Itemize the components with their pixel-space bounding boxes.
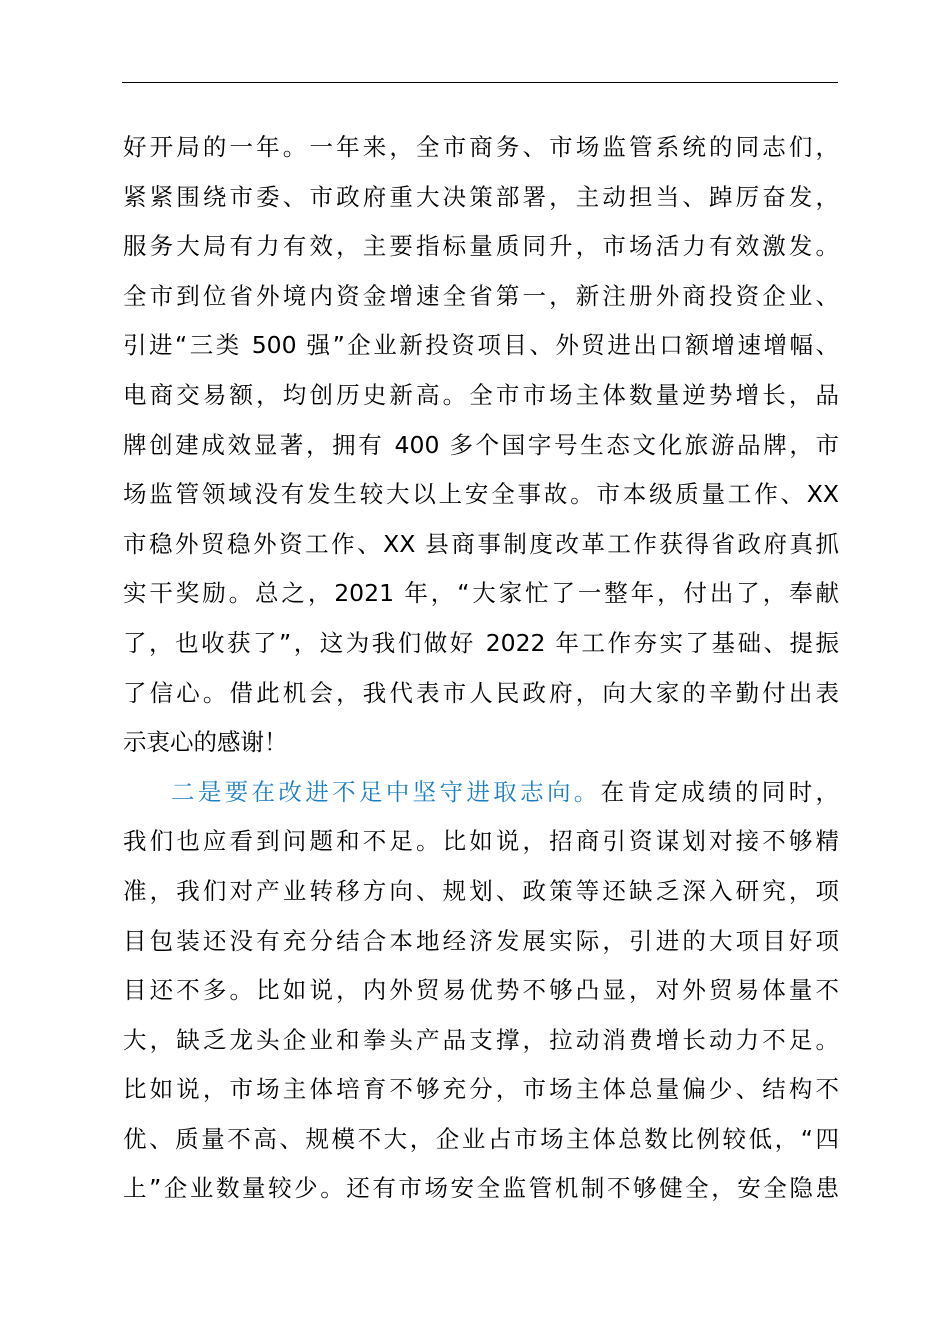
paragraph-2-first-line — [123, 768, 839, 818]
text-line: 示衷心的感谢！ — [123, 728, 288, 757]
paragraph-1 — [123, 123, 839, 768]
text-line: 比如说，市场主体培育不够充分，市场主体总量偏少、结构不 — [123, 1075, 839, 1104]
text-line: 优、质量不高、规模不大，企业占市场主体总数比例较低，“四 — [123, 1124, 839, 1153]
text-line: 了，也收获了”，这为我们做好 2022 年工作夯实了基础、提振 — [123, 628, 839, 657]
text-line: 目还不多。比如说，内外贸易优势不够凸显，对外贸易体量不 — [123, 976, 839, 1005]
text-line: 全市到位省外境内资金增速全省第一，新注册外商投资企业、 — [123, 281, 839, 310]
text-line: 服务大局有力有效，主要指标量质同升，市场活力有效激发。 — [123, 232, 839, 261]
paragraph-2 — [123, 768, 839, 1214]
text-line: 大，缺乏龙头企业和拳头产品支撑，拉动消费增长动力不足。 — [123, 1025, 839, 1054]
section-heading: 二是要在改进不足中坚守进取志向。 — [171, 777, 601, 806]
text-line: 准，我们对产业转移方向、规划、政策等还缺乏深入研究，项 — [123, 876, 839, 905]
text-line: 我们也应看到问题和不足。比如说，招商引资谋划对接不够精 — [123, 827, 839, 856]
header-rule — [122, 82, 838, 83]
text-line: 牌创建成效显著，拥有 400 多个国字号生态文化旅游品牌，市 — [123, 430, 839, 459]
text-line: 场监管领域没有发生较大以上安全事故。市本级质量工作、XX — [123, 480, 839, 509]
text-line: 好开局的一年。一年来，全市商务、市场监管系统的同志们， — [123, 133, 839, 161]
text-line: 实干奖励。总之，2021 年，“大家忙了一整年，付出了，奉献 — [123, 579, 839, 608]
text-run: 在肯定成绩的同时， — [600, 777, 840, 806]
document-body — [123, 123, 839, 1214]
text-line: 电商交易额，均创历史新高。全市市场主体数量逆势增长，品 — [123, 380, 839, 409]
text-line: 目包装还没有充分结合本地经济发展实际，引进的大项目好项 — [123, 926, 839, 955]
text-line: 了信心。借此机会，我代表市人民政府，向大家的辛勤付出表 — [123, 678, 839, 707]
text-line: 上”企业数量较少。还有市场安全监管机制不够健全，安全隐患 — [123, 1174, 839, 1203]
text-line: 市稳外贸稳外资工作、XX 县商事制度改革工作获得省政府真抓 — [123, 529, 839, 558]
text-line: 引进“三类 500 强”企业新投资项目、外贸进出口额增速增幅、 — [123, 331, 839, 360]
text-line: 紧紧围绕市委、市政府重大决策部署，主动担当、踔厉奋发， — [123, 182, 839, 211]
